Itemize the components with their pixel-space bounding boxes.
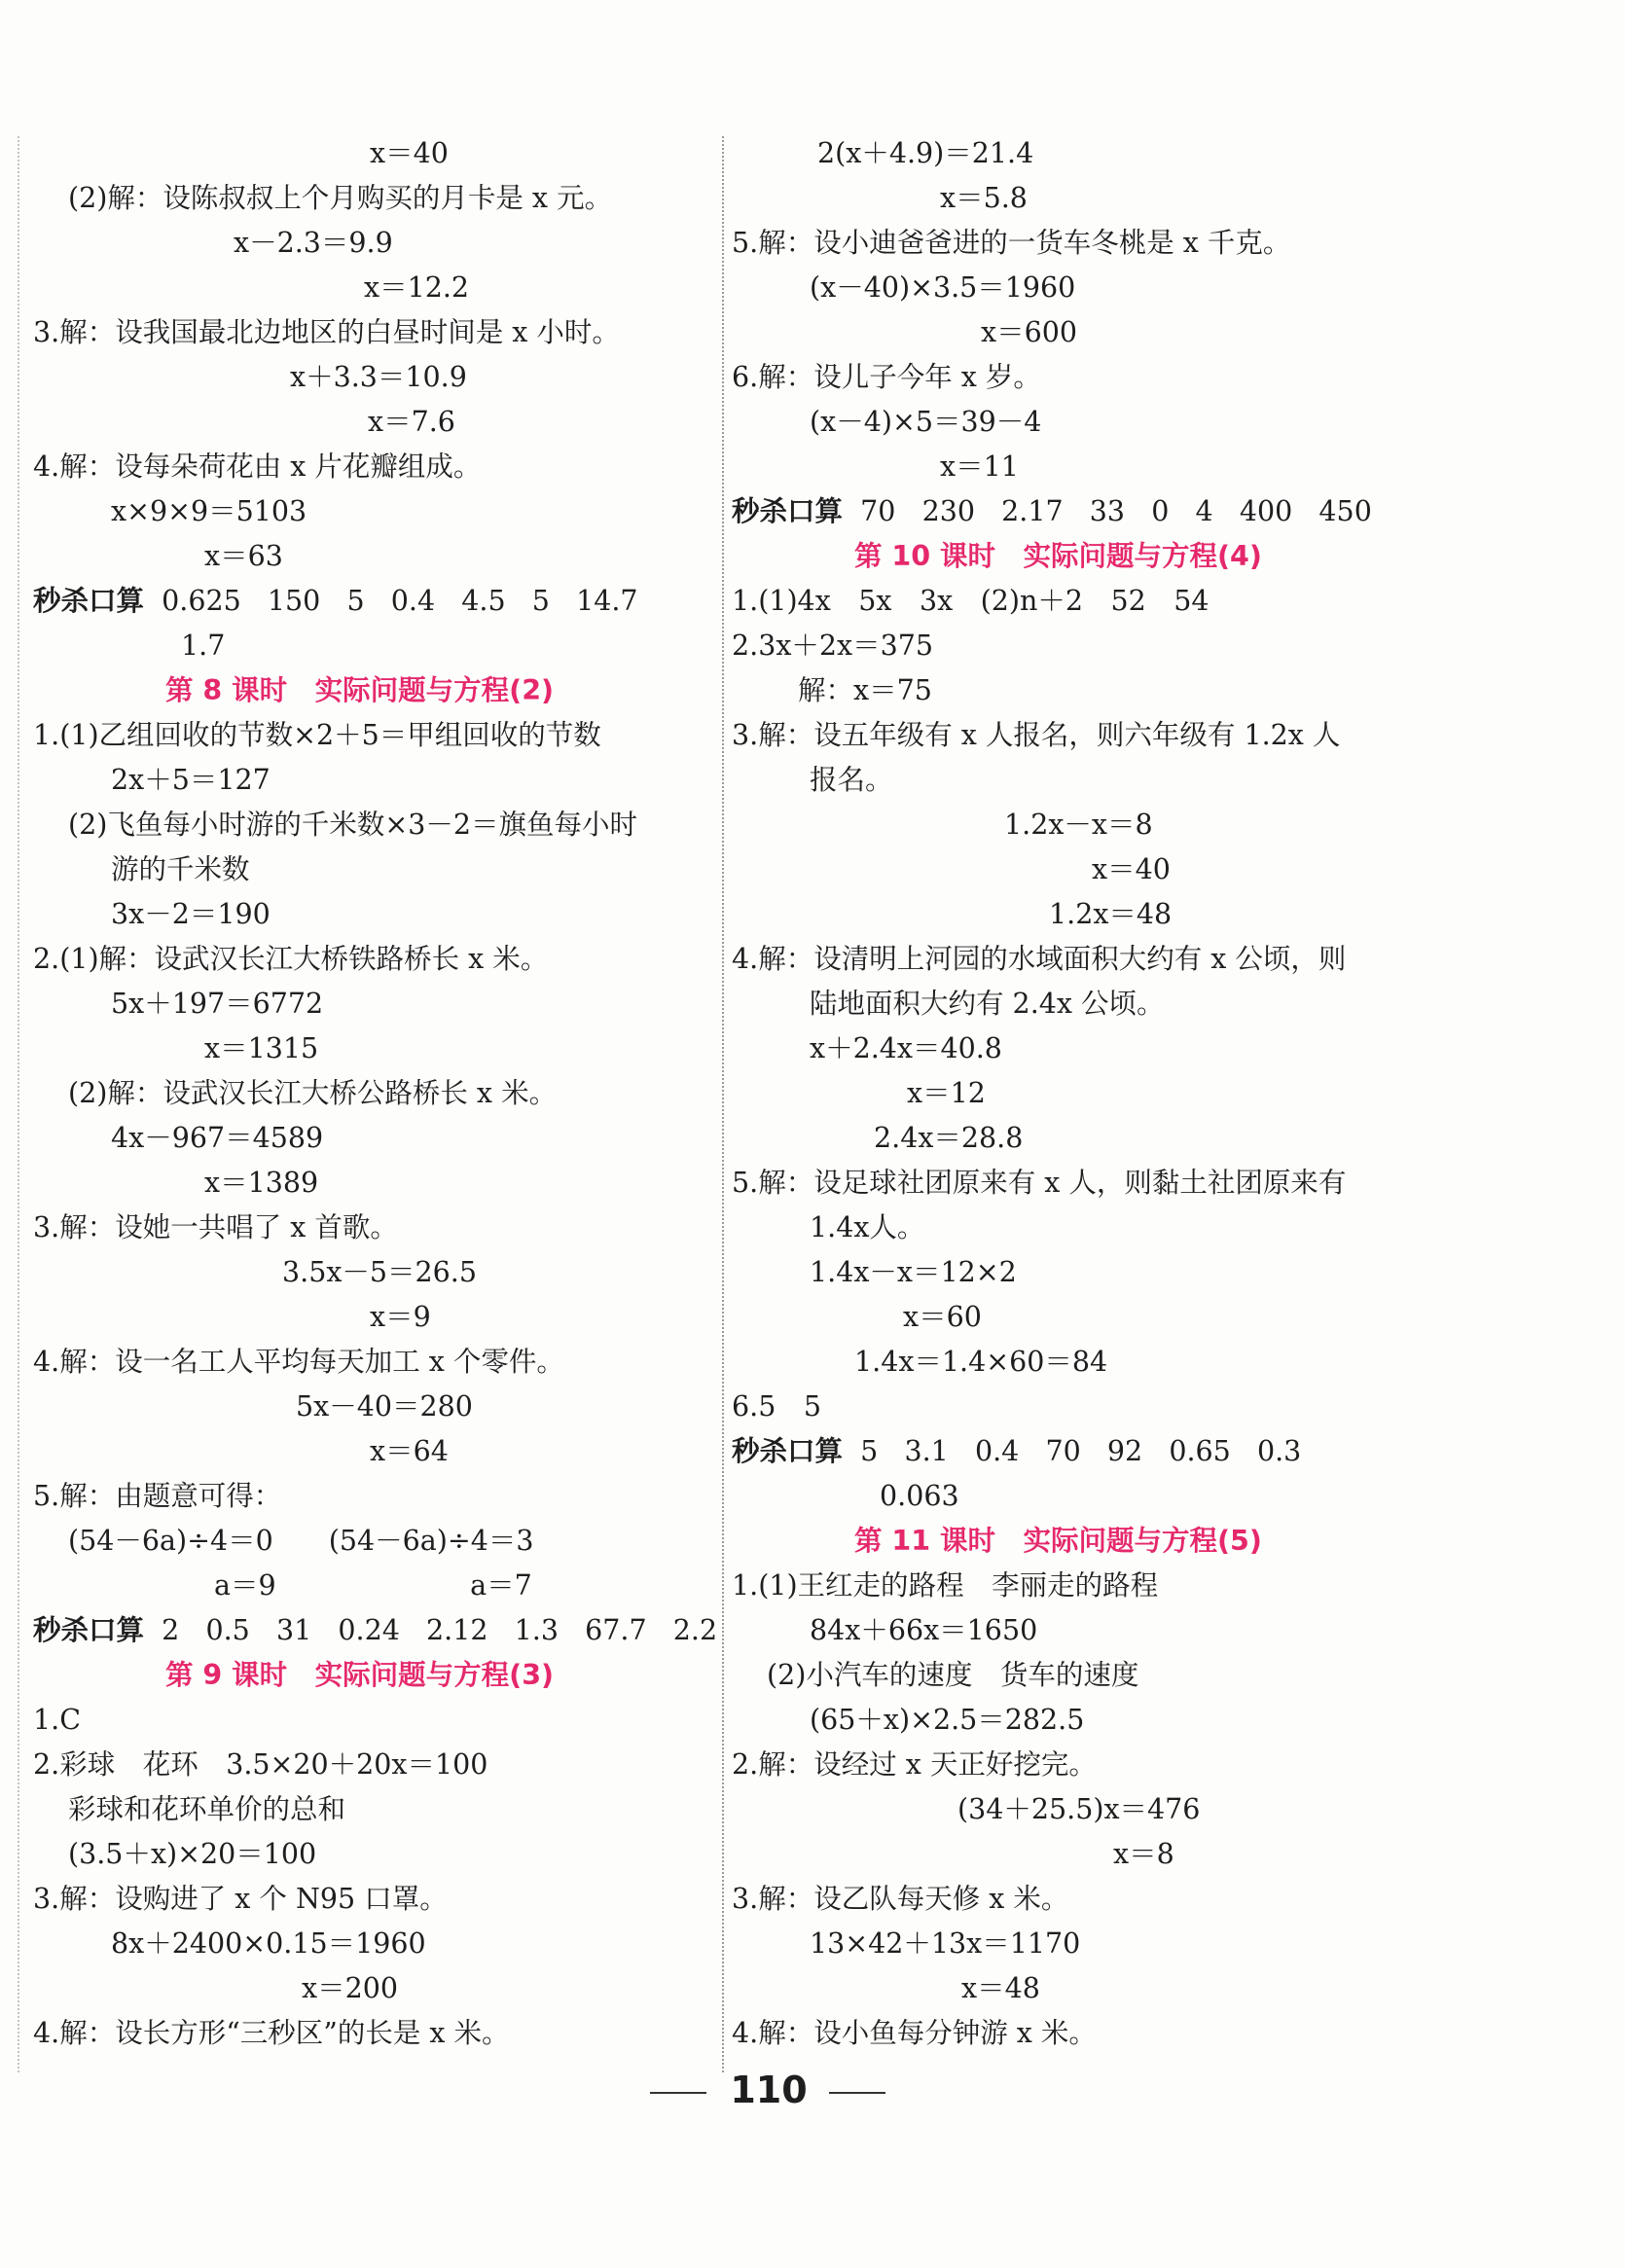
answer-line: 1.C bbox=[33, 1704, 81, 1736]
quick-calc-line: 秒杀口算 2 0.5 31 0.24 2.12 1.3 67.7 2.2 bbox=[33, 1614, 718, 1646]
equation-line: x×9×9＝5103 bbox=[111, 495, 307, 527]
equation-line: (34＋25.5)x＝476 bbox=[957, 1793, 1201, 1825]
equation-line: 13×42＋13x＝1170 bbox=[810, 1927, 1081, 1960]
equation-line: 解：x＝75 bbox=[798, 674, 932, 706]
answer-line: 陆地面积大约有 2.4x 公顷。 bbox=[810, 988, 1165, 1020]
quick-calc-line: 秒杀口算 70 230 2.17 33 0 4 400 450 bbox=[732, 495, 1372, 527]
equation-line: x＝40 bbox=[370, 137, 449, 169]
equation-line: 2.3x＋2x＝375 bbox=[732, 630, 934, 662]
equation-line: 2(x＋4.9)＝21.4 bbox=[817, 137, 1034, 169]
answer-line: 4.解：设一名工人平均每天加工 x 个零件。 bbox=[33, 1346, 564, 1378]
equation-line: x＝5.8 bbox=[940, 182, 1028, 214]
equation-line: x＝11 bbox=[940, 450, 1019, 483]
equation-line: 3.5x－5＝26.5 bbox=[282, 1256, 477, 1288]
lesson-heading: 第 8 课时 实际问题与方程(2) bbox=[165, 674, 555, 706]
equation-line: x＝9 bbox=[370, 1301, 431, 1333]
answer-line: 5.解：设小迪爸爸进的一货车冬桃是 x 千克。 bbox=[732, 227, 1291, 259]
quick-calc-line: 秒杀口算 0.625 150 5 0.4 4.5 5 14.7 bbox=[33, 585, 638, 617]
equation-line: x＝1389 bbox=[204, 1167, 319, 1199]
equation-line: x－2.3＝9.9 bbox=[234, 227, 393, 259]
page-number: 110 bbox=[730, 2069, 808, 2111]
answer-line: 1.4x人。 bbox=[810, 1211, 925, 1243]
answer-line: 2.解：设经过 x 天正好挖完。 bbox=[732, 1748, 1097, 1781]
equation-line: x＝64 bbox=[370, 1435, 449, 1467]
quick-calc-line: 秒杀口算 5 3.1 0.4 70 92 0.65 0.3 bbox=[732, 1435, 1302, 1467]
page-number-rule-left bbox=[650, 2092, 706, 2094]
equation-line: (65＋x)×2.5＝282.5 bbox=[810, 1704, 1085, 1736]
equation-line: 8x＋2400×0.15＝1960 bbox=[111, 1927, 426, 1960]
answer-line: 1.(1)王红走的路程 李丽走的路程 bbox=[732, 1569, 1159, 1602]
equation-line: x＝60 bbox=[903, 1301, 982, 1333]
answer-line: 3.解：设乙队每天修 x 米。 bbox=[732, 1883, 1069, 1915]
equation-line: x＋3.3＝10.9 bbox=[290, 361, 467, 393]
equation-line: a＝9 a＝7 bbox=[214, 1569, 532, 1602]
answer-line: 3.解：设我国最北边地区的白昼时间是 x 小时。 bbox=[33, 316, 620, 348]
answer-line: 4.解：设小鱼每分钟游 x 米。 bbox=[732, 2017, 1097, 2049]
lesson-heading: 第 10 课时 实际问题与方程(4) bbox=[854, 540, 1262, 572]
answer-line: 3.解：设五年级有 x 人报名，则六年级有 1.2x 人 bbox=[732, 719, 1341, 751]
equation-line: x＝12 bbox=[907, 1077, 986, 1109]
equation-line: 1.2x－x＝8 bbox=[1004, 809, 1153, 841]
answer-line: (2)小汽车的速度 货车的速度 bbox=[767, 1659, 1139, 1691]
equation-line: x＝40 bbox=[1092, 853, 1171, 885]
lesson-heading: 第 9 课时 实际问题与方程(3) bbox=[165, 1659, 555, 1691]
left-margin-rule bbox=[18, 136, 19, 2072]
equation-line: (3.5＋x)×20＝100 bbox=[68, 1838, 317, 1870]
answer-line: 1.(1)4x 5x 3x (2)n＋2 52 54 bbox=[732, 585, 1210, 617]
answer-line: 5.解：由题意可得： bbox=[33, 1480, 282, 1512]
answer-line: 6.5 5 bbox=[732, 1390, 821, 1422]
answer-line: 2.彩球 花环 3.5×20＋20x＝100 bbox=[33, 1748, 488, 1781]
equation-line: 5x－40＝280 bbox=[296, 1390, 473, 1422]
lesson-heading: 第 11 课时 实际问题与方程(5) bbox=[854, 1525, 1262, 1557]
answer-line: 4.解：设长方形“三秒区”的长是 x 米。 bbox=[33, 2017, 510, 2049]
answer-line: 6.解：设儿子今年 x 岁。 bbox=[732, 361, 1041, 393]
equation-line: x＝600 bbox=[981, 316, 1077, 348]
equation-line: 5x＋197＝6772 bbox=[111, 988, 324, 1020]
equation-line: x＝1315 bbox=[204, 1032, 319, 1064]
page-number-rule-right bbox=[829, 2092, 885, 2094]
answer-line: 4.解：设清明上河园的水域面积大约有 x 公顷，则 bbox=[732, 943, 1347, 975]
quick-calc-line: 1.7 bbox=[181, 630, 226, 662]
equation-line: 4x－967＝4589 bbox=[111, 1122, 324, 1154]
answer-line: 彩球和花环单价的总和 bbox=[68, 1793, 346, 1825]
quick-calc-line: 0.063 bbox=[880, 1480, 959, 1512]
answer-line: (2)解：设武汉长江大桥公路桥长 x 米。 bbox=[68, 1077, 558, 1109]
equation-line: (x－40)×3.5＝1960 bbox=[810, 271, 1076, 304]
equation-line: 1.4x＝1.4×60＝84 bbox=[854, 1346, 1108, 1378]
answer-line: 3.解：设购进了 x 个 N95 口罩。 bbox=[33, 1883, 448, 1915]
answer-line: 3.解：设她一共唱了 x 首歌。 bbox=[33, 1211, 398, 1243]
answer-line: 2.(1)解：设武汉长江大桥铁路桥长 x 米。 bbox=[33, 943, 549, 975]
equation-line: 1.2x＝48 bbox=[1049, 898, 1173, 930]
equation-line: (54－6a)÷4＝0 (54－6a)÷4＝3 bbox=[68, 1525, 534, 1557]
equation-line: 2x＋5＝127 bbox=[111, 764, 271, 796]
equation-line: x＝200 bbox=[302, 1972, 398, 2004]
answer-line: (2)解：设陈叔叔上个月购买的月卡是 x 元。 bbox=[68, 182, 613, 214]
answer-line: 1.(1)乙组回收的节数×2＋5＝甲组回收的节数 bbox=[33, 719, 601, 751]
equation-line: 3x－2＝190 bbox=[111, 898, 271, 930]
equation-line: x＝12.2 bbox=[364, 271, 470, 304]
equation-line: x＝63 bbox=[204, 540, 283, 572]
equation-line: x＋2.4x＝40.8 bbox=[810, 1032, 1002, 1064]
equation-line: 1.4x－x＝12×2 bbox=[810, 1256, 1017, 1288]
equation-line: (x－4)×5＝39－4 bbox=[810, 406, 1042, 438]
column-divider bbox=[722, 136, 724, 2072]
answer-line: 5.解：设足球社团原来有 x 人，则黏土社团原来有 bbox=[732, 1167, 1347, 1199]
equation-line: 84x＋66x＝1650 bbox=[810, 1614, 1038, 1646]
equation-line: 2.4x＝28.8 bbox=[874, 1122, 1024, 1154]
answer-line: (2)飞鱼每小时游的千米数×3－2＝旗鱼每小时 bbox=[68, 809, 638, 841]
answer-line: 4.解：设每朵荷花由 x 片花瓣组成。 bbox=[33, 450, 482, 483]
answer-line: 报名。 bbox=[810, 764, 893, 796]
answer-line: 游的千米数 bbox=[111, 853, 250, 885]
equation-line: x＝48 bbox=[961, 1972, 1040, 2004]
equation-line: x＝7.6 bbox=[368, 406, 455, 438]
equation-line: x＝8 bbox=[1113, 1838, 1174, 1870]
